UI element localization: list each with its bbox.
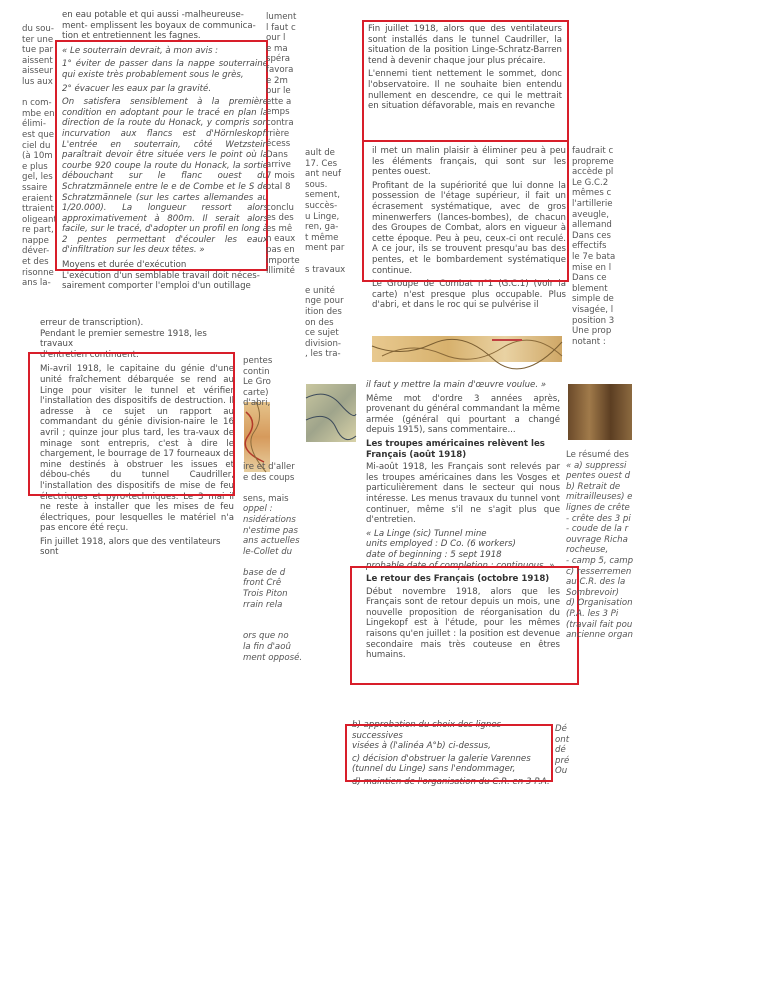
fragment-line: ment- emplissent les boyaux de communica- xyxy=(62,20,256,31)
sliver-line xyxy=(22,88,54,99)
sliver-line: ans la- xyxy=(22,278,51,289)
section-subheading: Moyens et durée d'exécution xyxy=(62,260,187,271)
paragraph: Même mot d'ordre 3 années après, provenant du général commandant la même armée (général qui pourtant a changé depuis 1915), sans commentaire... xyxy=(366,393,560,436)
sliver-line: allemand xyxy=(572,220,612,231)
fragment-line: b) approbation du choix des lignes successives xyxy=(352,720,502,741)
sliver-line: sement, xyxy=(305,190,340,201)
sliver-line: ont xyxy=(555,734,570,745)
sliver-line: e ma xyxy=(266,43,288,54)
sliver-line: n'estime pas xyxy=(243,525,298,536)
sliver-line: d'abri, xyxy=(243,398,271,409)
sliver-line xyxy=(243,621,355,632)
sliver-line: accède pl xyxy=(572,167,614,178)
sliver-line: Dans xyxy=(266,149,288,160)
fragment-line: d) maintien de l'organisation du C.R. en 3 P.A. xyxy=(352,776,550,787)
map-image xyxy=(306,384,356,442)
paragraph: L'ennemi tient nettement le sommet, donc l'observatoire. Il ne souhaite bien entendu nullement en descendre, ce qui le mettrait en situation défavorable, mais en revanche xyxy=(368,69,562,112)
sliver-line: pentes ouest d xyxy=(566,471,631,482)
sliver-line: risonne xyxy=(22,267,54,278)
sliver-line xyxy=(266,192,296,203)
sliver-line: Trois Piton xyxy=(243,589,288,600)
sliver-line: ouvrage Richa xyxy=(566,534,628,545)
quote-line: « La Linge (sic) Tunnel mine xyxy=(366,528,487,539)
sliver-line: illimité xyxy=(266,266,295,277)
sliver-line: succès- xyxy=(305,200,338,211)
sliver-line: nsidérations xyxy=(243,514,296,525)
sliver-line: spéra xyxy=(266,54,291,65)
section-heading: Les troupes américaines relèvent les Français (août 1918) xyxy=(366,438,545,460)
paragraph: Fin juillet 1918, alors que des ventilateurs sont installés dans le tunnel Caudriller, la situation de la position Linge-Schratz-Barren tend à devenir chaque jour plus précaire. xyxy=(368,24,562,66)
sliver-line: ssaire xyxy=(22,182,48,193)
article-fragment-souterrain xyxy=(62,10,268,306)
sliver-line: n eaux xyxy=(266,234,296,245)
quote-line: 2° évacuer les eaux par la gravité. xyxy=(62,83,212,94)
sliver-line: Dé xyxy=(555,724,567,734)
sliver-line: aveugle, xyxy=(572,209,609,220)
fragment-line: en eau potable et qui aussi -malheureuse- xyxy=(62,10,244,20)
sliver-line: gel, les xyxy=(22,172,53,183)
sliver-line: (P.A. les 3 Pi xyxy=(566,608,619,619)
sliver-line: ors que no xyxy=(243,631,289,642)
sliver-line: « a) suppressi xyxy=(566,460,627,471)
map-contours-icon xyxy=(372,336,562,362)
sliver-line: (travail fait pou xyxy=(566,619,633,630)
sliver-line: carte) xyxy=(243,387,269,398)
sliver-line xyxy=(243,557,355,568)
sliver-line: n com- xyxy=(22,98,52,109)
fragment-line: d'entretien continuent. xyxy=(40,349,139,360)
article-fragment-americains xyxy=(366,380,560,680)
sliver-line: pentes xyxy=(243,356,273,366)
fragment-line: Pendant le premier semestre 1918, les travaux xyxy=(40,328,207,350)
sliver-line: ter une xyxy=(22,34,54,45)
sliver-line xyxy=(305,275,365,286)
sliver-line: emps xyxy=(266,107,290,118)
article-fragment-decisions xyxy=(352,720,552,787)
paragraph: Profitant de la supériorité que lui donne la possession de l'étage supérieur, il fait un écrasement systématique, avec de gros minenwerfers (lances-bombes), de chacun des Groupes de Combat, alors en vigueur à cette époque. Peu à peu, ceux-ci ont reculé. A ce jour, ils se trouvent presqu'au bas des pentes, et le bombardement systématique continue. xyxy=(372,180,566,276)
sliver-line: oppel : xyxy=(243,504,273,515)
sliver-line: es mê xyxy=(266,223,293,234)
sliver-line: ant neuf xyxy=(305,169,342,180)
quote-line: probable date of completion : continuous. » xyxy=(366,560,555,571)
sliver-line: et des xyxy=(22,257,49,268)
sliver-line: rrain rela xyxy=(243,599,283,610)
left-column-sliver xyxy=(22,24,57,324)
sliver-line: division- xyxy=(305,338,341,349)
sliver-line: eraient xyxy=(22,193,53,204)
sliver-line: ette a xyxy=(266,96,292,107)
sliver-line: Ou xyxy=(555,766,568,777)
sliver-line: faudrait c xyxy=(572,146,614,156)
paragraph: Début novembre 1918, alors que les Français sont de retour depuis un mois, une nouvelle proposition de réorganisation du Lingekopf est à l'étude, pour les mêmes raisons qu'en juillet : la position est devenue secondaire mais très couteuse en êtres humains. xyxy=(366,586,560,661)
sliver-line: dé xyxy=(555,745,566,756)
paragraph: Mi-août 1918, les Français sont relevés par les troupes américaines dans les Vosges et particulièrement dans le secteur qui nous intéresse. Les menus travaux du tunnel vont continuer, même s'il ne s'agit plus que d'entretien. xyxy=(366,462,560,526)
sliver-line: s travaux xyxy=(305,264,346,275)
sliver-line xyxy=(243,483,355,494)
sliver-line: c) resserremen xyxy=(566,566,632,577)
fragment-line: il faut y mettre la main d'œuvre voulue. » xyxy=(366,380,547,390)
quote-line: date of beginning : 5 sept 1918 xyxy=(366,549,502,560)
sliver-line: propreme xyxy=(572,156,614,167)
sliver-line: ition des xyxy=(305,306,342,317)
quote-line: « Le souterrain devrait, à mon avis : xyxy=(62,45,219,56)
sliver-line xyxy=(243,610,355,621)
sliver-line: , les tra- xyxy=(305,349,341,360)
block6-side-sliver xyxy=(555,724,571,780)
sliver-line: favora xyxy=(266,64,294,75)
sliver-line: ciel du xyxy=(22,140,51,151)
sliver-line: 7 mois xyxy=(266,170,295,181)
sliver-line: est que xyxy=(22,129,55,140)
sliver-line: pré xyxy=(555,755,570,766)
sliver-line: u Linge, xyxy=(305,211,340,222)
sliver-line: - coude de la r xyxy=(566,524,629,535)
sliver-line xyxy=(305,254,365,265)
fragment-line: L'exécution d'un semblable travail doit néces- xyxy=(62,270,260,281)
sliver-line: e unité xyxy=(305,285,335,296)
fragment-line: c) décision d'obstruer la galerie Varennes xyxy=(352,753,531,764)
sliver-line: base de d xyxy=(243,567,286,578)
sliver-line: lus aux xyxy=(22,76,53,87)
sliver-line: our le xyxy=(266,86,291,97)
sliver-line xyxy=(243,441,355,452)
sliver-line: - crête des 3 pi xyxy=(566,513,631,524)
sliver-line: b) Retrait de xyxy=(566,481,621,492)
paragraph: Mi-avril 1918, le capitaine du génie d'une unité fraîchement débarquée se rend au Linge pour visiter le tunnel et vérifier l'installation des dispositifs de destruction. Il adresse à ce sujet un rapport au commandant du génie division-naire le 16 avril ; quinze jour plus tard, les tra-vaux de minage sont entrepris, c'est à dire le chargement, le bourrage de 17 fourneaux de mine destinés à obstruer les issues et débou-chés du tunnel Caudriller, l'installation des dispositifs de mise de feu électriques et pyro-techniques. Le 3 mai il ne reste à installer que les mises de feu électriques, pour lesquelles le matériel n'a pas encore été reçu. xyxy=(40,364,234,534)
sliver-line: oligeant xyxy=(22,214,57,225)
sliver-line: on des xyxy=(305,317,334,328)
sliver-line: mitrailleuses) e xyxy=(566,492,633,503)
fragment-line: visées à (l'alinéa A°b) ci-dessus, xyxy=(352,741,491,752)
map-image xyxy=(372,336,562,362)
sliver-line: conclu xyxy=(266,202,294,213)
fragment-line: sairement comporter l'emploi d'un outillage xyxy=(62,281,251,292)
sliver-line: élimi- xyxy=(22,119,46,130)
sliver-line: visagée, l xyxy=(572,304,614,315)
sliver-line: écess xyxy=(266,139,291,150)
sliver-line: sens, mais xyxy=(243,493,289,504)
sliver-line: notant : xyxy=(572,336,606,347)
sliver-line: contin xyxy=(243,366,270,377)
sliver-line: blement xyxy=(572,283,608,294)
sliver-line: ment opposé. xyxy=(243,652,303,663)
sliver-line: front Crê xyxy=(243,578,282,589)
fragment-line: tion et entretiennent les fagnes. xyxy=(62,31,201,42)
sliver-line: mbe en xyxy=(22,108,55,119)
photo-image xyxy=(568,384,632,440)
sliver-line: otal 8 xyxy=(266,181,291,192)
fragment-line: (tunnel du Linge) sans l'endommager, xyxy=(352,764,516,775)
sliver-line: la fin d'aoû xyxy=(243,642,291,653)
sliver-line: tue par xyxy=(22,45,54,56)
sliver-line: contra xyxy=(266,117,294,128)
sliver-line: ancienne organ xyxy=(566,630,633,641)
sliver-line: t même xyxy=(305,232,339,243)
sliver-line: mise en l xyxy=(572,262,612,273)
sliver-line: nappe xyxy=(22,235,49,246)
sliver-line: pas en xyxy=(266,245,295,256)
sliver-line: rocheuse, xyxy=(566,545,609,556)
sliver-line: 17. Ces xyxy=(305,158,338,169)
sliver-line: lignes de crête xyxy=(566,502,630,513)
sliver-line: mêmes c xyxy=(572,188,612,199)
sliver-line: position 3 xyxy=(572,315,615,326)
sliver-line: e plus xyxy=(22,161,48,172)
sliver-line: es des xyxy=(266,213,294,224)
sliver-line: importe xyxy=(266,255,300,266)
right-lower-sliver xyxy=(566,450,636,680)
sliver-line: au C.R. des la xyxy=(566,577,626,588)
sliver-line: Une prop xyxy=(572,326,612,337)
sliver-line: ault de xyxy=(305,148,335,158)
fragment-line: erreur de transcription). xyxy=(40,318,144,328)
sliver-line: le-Collet du xyxy=(243,546,293,557)
sliver-line: ment par xyxy=(305,243,345,254)
article-fragment-groupes-de-combat xyxy=(372,146,566,334)
paragraph: il met un malin plaisir à éliminer peu à peu les éléments français, qui sont sur les pentes ouest. xyxy=(372,146,566,178)
sliver-line: Dans ce xyxy=(572,273,607,284)
mid-left-sliver xyxy=(305,148,365,364)
right-column-sliver xyxy=(572,146,632,366)
sliver-line: nge pour xyxy=(305,296,344,307)
sliver-line: ttraient xyxy=(22,204,55,215)
sliver-line: effectifs xyxy=(572,241,607,252)
sliver-line: re part, xyxy=(22,225,54,236)
article-fragment-juillet-1918 xyxy=(368,24,562,144)
sliver-line: le 7e bata xyxy=(572,251,616,262)
sliver-line: aissent xyxy=(22,55,53,66)
paragraph: Le Groupe de Combat n°1 (G.C.1) (voir la carte) n'est presque plus occupable. Plus d'abri, et dans le roc qui se pulvérise il xyxy=(372,279,566,311)
sliver-line: déver- xyxy=(22,246,50,257)
sliver-line: ce sujet xyxy=(305,328,339,339)
sliver-line: ans actuelles xyxy=(243,536,300,547)
sliver-line: simple de xyxy=(572,294,614,305)
sliver-line: rrière xyxy=(266,128,290,139)
sliver-line: Dans ces xyxy=(572,230,612,241)
sliver-line: - camp 5, camp xyxy=(566,555,634,566)
sliver-line: l faut c xyxy=(266,22,296,33)
quote-line: units employed : D Co. (6 workers) xyxy=(366,539,516,550)
sliver-line: sous. xyxy=(305,179,328,190)
sliver-line: our l xyxy=(266,33,286,44)
sliver-line: d) Organisation xyxy=(566,598,633,609)
sliver-line: lument xyxy=(266,12,297,22)
mid-column-sliver xyxy=(266,12,300,312)
sliver-line: e 2m xyxy=(266,75,288,86)
sliver-line: arrive xyxy=(266,160,291,171)
fragment-line: Fin juillet 1918, alors que des ventilateurs sont xyxy=(40,536,221,558)
sliver-line: aisseur xyxy=(22,66,53,77)
quote-paragraph: On satisfera sensiblement à la première condition en adoptant pour le tracé en plan la direction de la route du Honack, y compris son incurvation aux flancs est d'Hörnleskopf. L'entrée en souterrain, côté Wetzstein paraîtrait devoir être située vers le point où la courbe 920 coupe la route du Honack, la sortie débouchant sur le flanc ouest du Schratzmännele entre le e de Combe et le S de Schratzmännele (sur les cartes allemandes au 1/20.000). La longueur ressort alors approximativement à 800m. Il serait alors facile, sur le tracé, d'adopter un profil en long à 2 pentes permettant d'écouler les eaux d'infiltration sur les deux têtes. » xyxy=(62,97,268,256)
sliver-line: du sou- xyxy=(22,24,54,34)
sliver-line: (à 10m xyxy=(22,151,53,162)
sliver-line: l'artillerie xyxy=(572,198,613,209)
sliver-line: ire et d'aller xyxy=(243,461,295,472)
sliver-line: ren, ga- xyxy=(305,222,339,233)
quote-line: 1° éviter de passer dans la nappe souterraine qui existe très probablement sous le grès, xyxy=(62,59,268,80)
sliver-line: Le résumé des xyxy=(566,450,629,460)
sliver-line: Sombrevoir) xyxy=(566,587,619,598)
sliver-line: Le Gro xyxy=(243,377,271,388)
sliver-line: e des coups xyxy=(243,472,295,483)
article-fragment-avril-1918 xyxy=(40,318,234,558)
sliver-line xyxy=(243,451,355,462)
map-contours-icon xyxy=(306,384,356,442)
section-heading: Le retour des Français (octobre 1918) xyxy=(366,574,550,585)
sliver-line: Le G.C.2 xyxy=(572,177,609,188)
